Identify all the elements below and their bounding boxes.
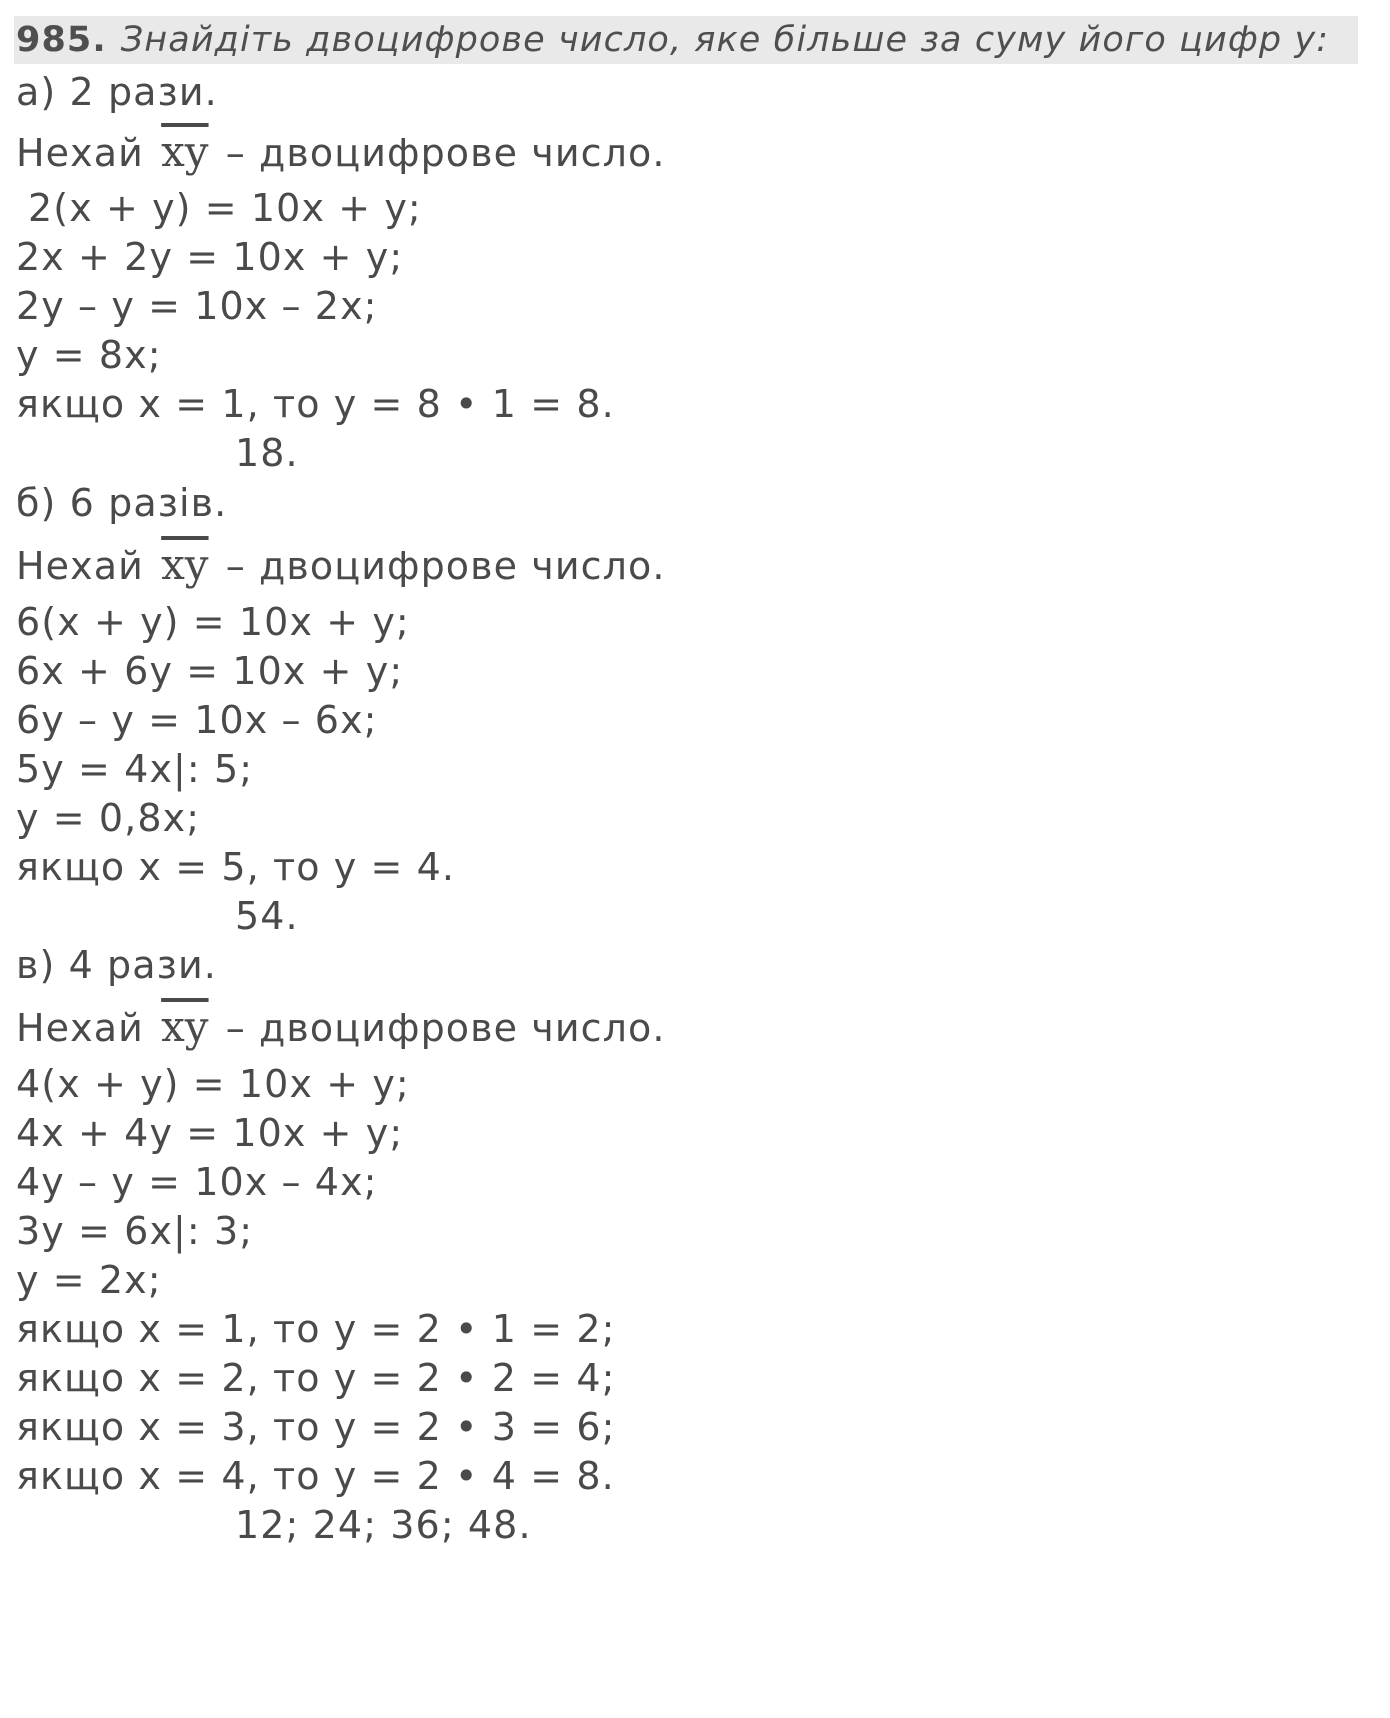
condition-line: якщо x = 5, то y = 4. [16, 845, 456, 889]
part-c-heading: в) 4 рази. [16, 943, 217, 987]
let-rest: – двоцифрове число. [225, 544, 666, 588]
part-a-heading: а) 2 рази. [16, 70, 218, 114]
equation-line: 6x + 6y = 10x + y; [16, 649, 404, 693]
equation-line: y = 8x; [16, 333, 162, 377]
answer-line: 18. [235, 431, 299, 475]
overlined-number: $\overline{xy}$ [161, 540, 209, 589]
condition-line: якщо x = 2, то y = 2 • 2 = 4; [16, 1356, 616, 1400]
let-rest: – двоцифрове число. [225, 1006, 666, 1050]
equation-line: 3y = 6x|: 3; [16, 1209, 254, 1253]
equation-line: 4y – y = 10x – 4x; [16, 1160, 378, 1204]
let-rest: – двоцифрове число. [225, 131, 666, 175]
task-header [14, 16, 1358, 64]
answer-line: 54. [235, 894, 299, 938]
equation-line: 2y – y = 10x – 2x; [16, 284, 378, 328]
part-b-heading: б) 6 разів. [16, 481, 228, 525]
equation-line: 4x + 4y = 10x + y; [16, 1111, 404, 1155]
let-xy-line [16, 1002, 666, 1051]
equation-line: 6(x + y) = 10x + y; [16, 600, 410, 644]
equation-line: 6y – y = 10x – 6x; [16, 698, 378, 742]
equation-line: 2(x + y) = 10x + y; [28, 186, 422, 230]
let-word: Нехай [16, 131, 144, 175]
condition-line: якщо x = 1, то y = 8 • 1 = 8. [16, 382, 615, 426]
overlined-number: $\overline{xy}$ [161, 127, 209, 176]
overlined-number: $\overline{xy}$ [161, 1002, 209, 1051]
condition-line: якщо x = 4, то y = 2 • 4 = 8. [16, 1454, 615, 1498]
equation-line: 5y = 4x|: 5; [16, 747, 254, 791]
let-xy-line [16, 127, 666, 176]
equation-line: y = 2x; [16, 1258, 162, 1302]
let-word: Нехай [16, 544, 144, 588]
let-xy-line [16, 540, 666, 589]
answer-line: 12; 24; 36; 48. [235, 1503, 532, 1547]
task-number: 985. [16, 20, 107, 60]
equation-line: 4(x + y) = 10x + y; [16, 1062, 410, 1106]
equation-line: 2x + 2y = 10x + y; [16, 235, 404, 279]
condition-line: якщо x = 1, то y = 2 • 1 = 2; [16, 1307, 616, 1351]
let-word: Нехай [16, 1006, 144, 1050]
task-statement: Знайдіть двоцифрове число, яке більше за суму його цифр у: [120, 20, 1330, 60]
equation-line: y = 0,8x; [16, 796, 201, 840]
condition-line: якщо x = 3, то y = 2 • 3 = 6; [16, 1405, 616, 1449]
